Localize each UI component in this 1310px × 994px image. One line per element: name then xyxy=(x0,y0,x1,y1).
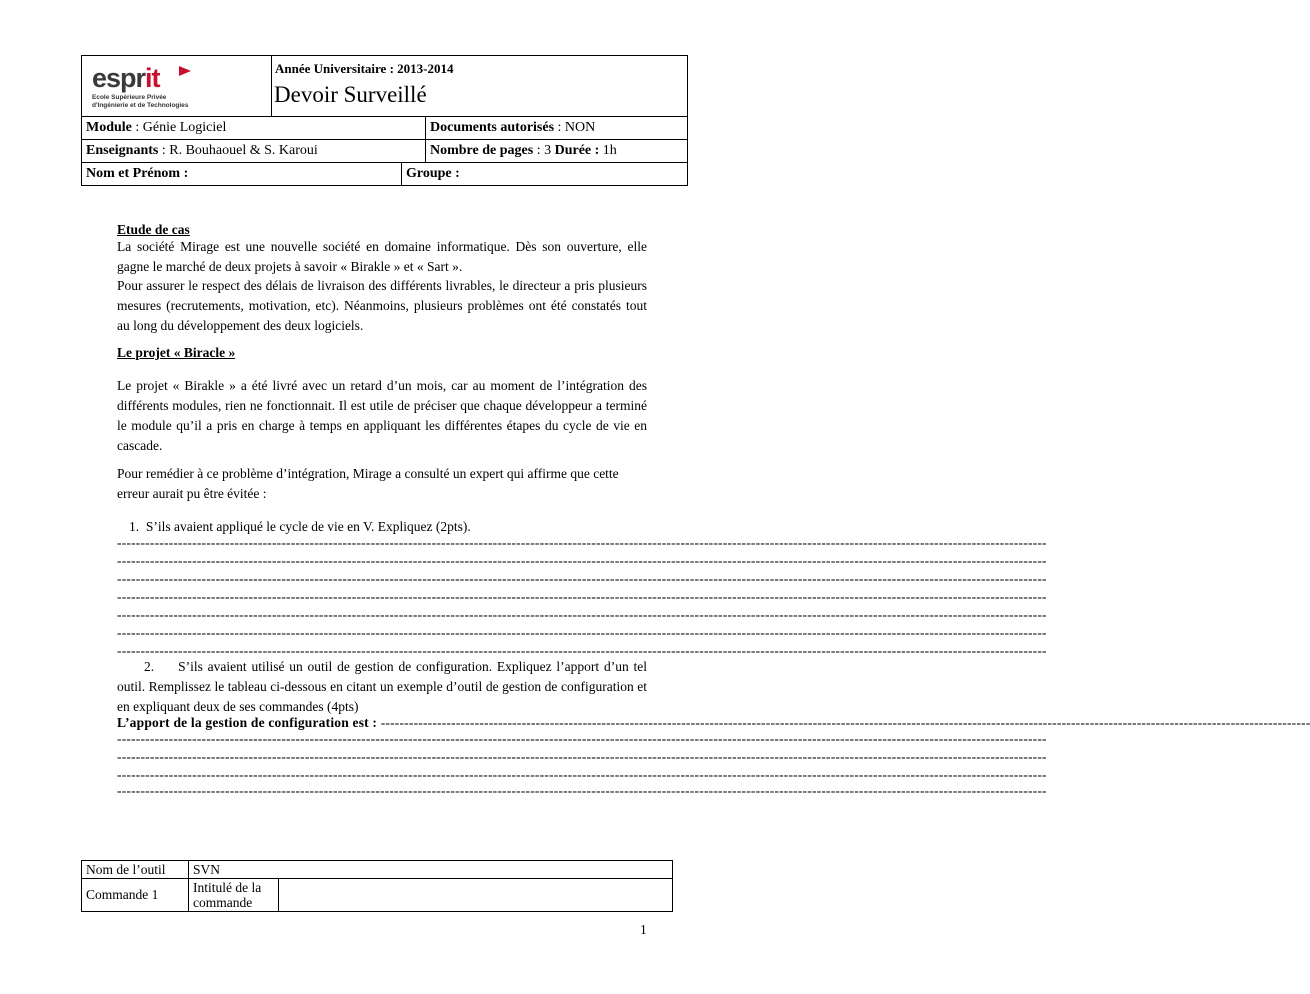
module-cell: Module : Génie Logiciel xyxy=(82,117,426,139)
exam-header xyxy=(81,55,688,186)
documents-cell: Documents autorisés : NON xyxy=(430,120,596,135)
answer-line[interactable]: ------------------------------------------------------------------------------------------------------------------------------------------------------------------------------------------------------ xyxy=(117,783,1047,798)
logo-flag-icon xyxy=(179,66,191,76)
project-heading: Le projet « Biracle » xyxy=(117,345,236,360)
group-field[interactable]: Groupe : xyxy=(406,166,460,181)
answer-line[interactable]: ------------------------------------------------------------------------------------------------------------------------------------------------------------------------------------------------------ xyxy=(117,731,1047,746)
case-study-paragraph-2: Pour assurer le respect des délais de livraison des différents livrables, le directeur a pris plusieurs mesures (recrutements, motivation, etc). Néanmoins, plusieurs problèmes ont été constatés tout au long du développement des deux logiciels. xyxy=(117,278,647,333)
case-study-heading: Etude de cas xyxy=(117,222,190,237)
title-cell xyxy=(272,56,687,116)
pages-duration-cell: Nombre de pages : 3 Durée : 1h xyxy=(430,143,617,158)
answer-line[interactable]: ------------------------------------------------------------------------------------------------------------------------------------------------------------------------------------------------------ xyxy=(117,553,1047,568)
answer-line[interactable]: ------------------------------------------------------------------------------------------------------------------------------------------------------------------------------------------------------ xyxy=(117,643,1047,658)
logo-subtitle: Ecole Supérieure Privée d'Ingénierie et de Technologies xyxy=(92,94,189,109)
command-1-label: Commande 1 xyxy=(82,879,189,912)
name-field[interactable]: Nom et Prénom : xyxy=(82,163,402,185)
case-study-paragraph-1: La société Mirage est une nouvelle société en domaine informatique. Dès son ouverture, elle gagne le marché de deux projets à savoir « Birakle » et « Sart ». xyxy=(117,239,647,274)
answer-lead-line[interactable]: L’apport de la gestion de configuration est : ------------------------------------------------------------------------------------------------------------------------------------------------------------------------------------------------------ xyxy=(117,715,1310,730)
answer-line[interactable]: ------------------------------------------------------------------------------------------------------------------------------------------------------------------------------------------------------ xyxy=(117,571,1047,586)
tool-table xyxy=(81,860,673,912)
teachers-cell: Enseignants : R. Bouhaouel & S. Karoui xyxy=(82,140,426,162)
module-row xyxy=(82,117,687,140)
name-group-row xyxy=(82,163,687,185)
project-paragraph-2: Pour remédier à ce problème d’intégration, Mirage a consulté un expert qui affirme que cette erreur aurait pu être évitée : xyxy=(117,466,619,501)
esprit-logo: esprit xyxy=(92,63,160,93)
answer-line[interactable]: ------------------------------------------------------------------------------------------------------------------------------------------------------------------------------------------------------ xyxy=(117,607,1047,622)
answer-line[interactable]: ------------------------------------------------------------------------------------------------------------------------------------------------------------------------------------------------------ xyxy=(117,625,1047,640)
answer-line[interactable]: ------------------------------------------------------------------------------------------------------------------------------------------------------------------------------------------------------ xyxy=(117,749,1047,764)
tool-name-label: Nom de l’outil xyxy=(82,861,189,879)
tool-name-value[interactable]: SVN xyxy=(189,861,673,879)
page-number: 1 xyxy=(640,922,647,937)
exam-title: Devoir Surveillé xyxy=(274,82,427,107)
table-row xyxy=(82,879,673,912)
teachers-row xyxy=(82,140,687,163)
logo-cell xyxy=(82,56,272,116)
command-title-value[interactable] xyxy=(278,879,672,912)
question-2: 2. S’ils avaient utilisé un outil de gestion de configuration. Expliquez l’apport d’un tel outil. Remplissez le tableau ci-dessous en citant un exemple d’outil de gestion de configuration et en expliquant deux de ses commandes (4pts) xyxy=(117,659,647,714)
answer-line[interactable]: ------------------------------------------------------------------------------------------------------------------------------------------------------------------------------------------------------ xyxy=(117,589,1047,604)
table-row xyxy=(82,861,673,879)
academic-year: Année Universitaire : 2013-2014 xyxy=(275,61,454,76)
project-paragraph-1: Le projet « Birakle » a été livré avec un retard d’un mois, car au moment de l’intégration des différents modules, rien ne fonctionnait. Il est utile de préciser que chaque développeur a terminé le module qu’il a pris en charge à temps en appliquant les différentes étapes du cycle de vie en cascade. xyxy=(117,378,647,453)
answer-line[interactable]: ------------------------------------------------------------------------------------------------------------------------------------------------------------------------------------------------------ xyxy=(117,767,1047,782)
question-1: 1. S’ils avaient appliqué le cycle de vie en V. Expliquez (2pts). xyxy=(129,519,471,534)
header-top-row xyxy=(82,56,687,117)
command-title-label: Intitulé de la commande xyxy=(189,879,279,912)
answer-line[interactable]: ------------------------------------------------------------------------------------------------------------------------------------------------------------------------------------------------------ xyxy=(117,535,1047,550)
